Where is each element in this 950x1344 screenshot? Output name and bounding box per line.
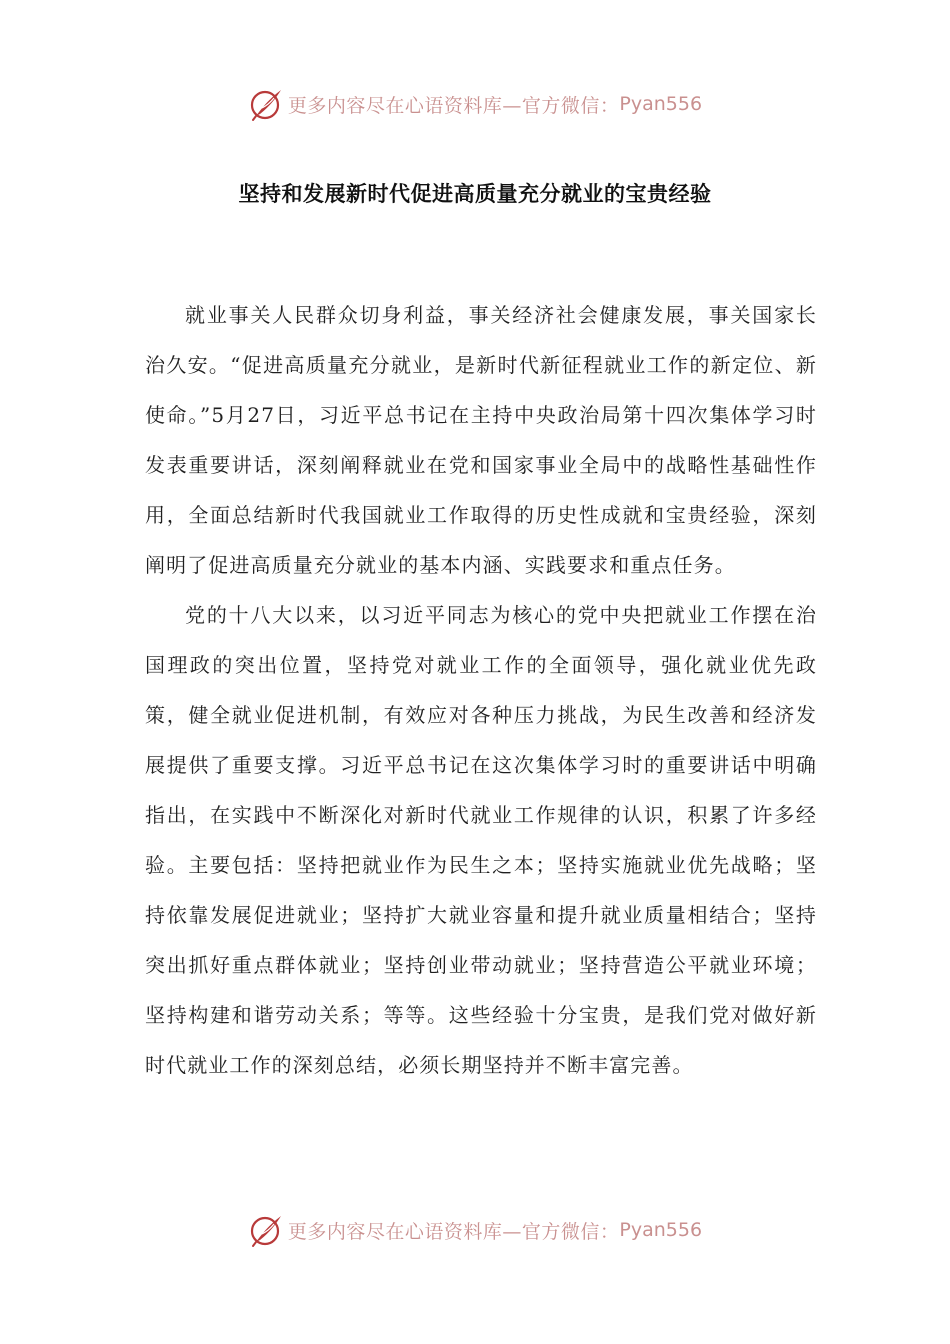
quill-pen-logo-icon — [248, 1212, 284, 1248]
banner-promo-text: 更多内容尽在心语资料库—官方微信： — [287, 94, 620, 117]
article-paragraph: 就业事关人民群众切身利益，事关经济社会健康发展，事关国家长治久安。“促进高质量充分就业，是新时代新征程就业工作的新定位、新使命。”5月27日，习近平总书记在主持中央政治局第十四次集体学习时发表重要讲话，深刻阐释就业在党和国家事业全局中的战略性基础性作用，全面总结新时代我国就业工作取得的历史性成就和宝贵经验，深刻阐明了促进高质量充分就业的基本内涵、实践要求和重点任务。 — [145, 303, 817, 577]
banner-wechat-id: Pyan556 — [619, 1219, 703, 1241]
footer-banner — [0, 1210, 950, 1250]
quill-pen-logo-icon — [248, 86, 284, 122]
article-title: 坚持和发展新时代促进高质量充分就业的宝贵经验 — [238, 182, 712, 206]
article-paragraph: 党的十八大以来，以习近平同志为核心的党中央把就业工作摆在治国理政的突出位置，坚持党对就业工作的全面领导，强化就业优先政策，健全就业促进机制，有效应对各种压力挑战，为民生改善和经济发展提供了重要支撑。习近平总书记在这次集体学习时的重要讲话中明确指出，在实践中不断深化对新时代就业工作规律的认识，积累了许多经验。主要包括：坚持把就业作为民生之本；坚持实施就业优先战略；坚持依靠发展促进就业；坚持扩大就业容量和提升就业质量相结合；坚持突出抓好重点群体就业；坚持创业带动就业；坚持营造公平就业环境；坚持构建和谐劳动关系；等等。这些经验十分宝贵，是我们党对做好新时代就业工作的深刻总结，必须长期坚持并不断丰富完善。 — [145, 603, 817, 1077]
article-body — [145, 290, 817, 1090]
header-banner — [0, 84, 950, 124]
banner-promo-text: 更多内容尽在心语资料库—官方微信： — [287, 1220, 620, 1243]
banner-wechat-id: Pyan556 — [619, 93, 703, 115]
